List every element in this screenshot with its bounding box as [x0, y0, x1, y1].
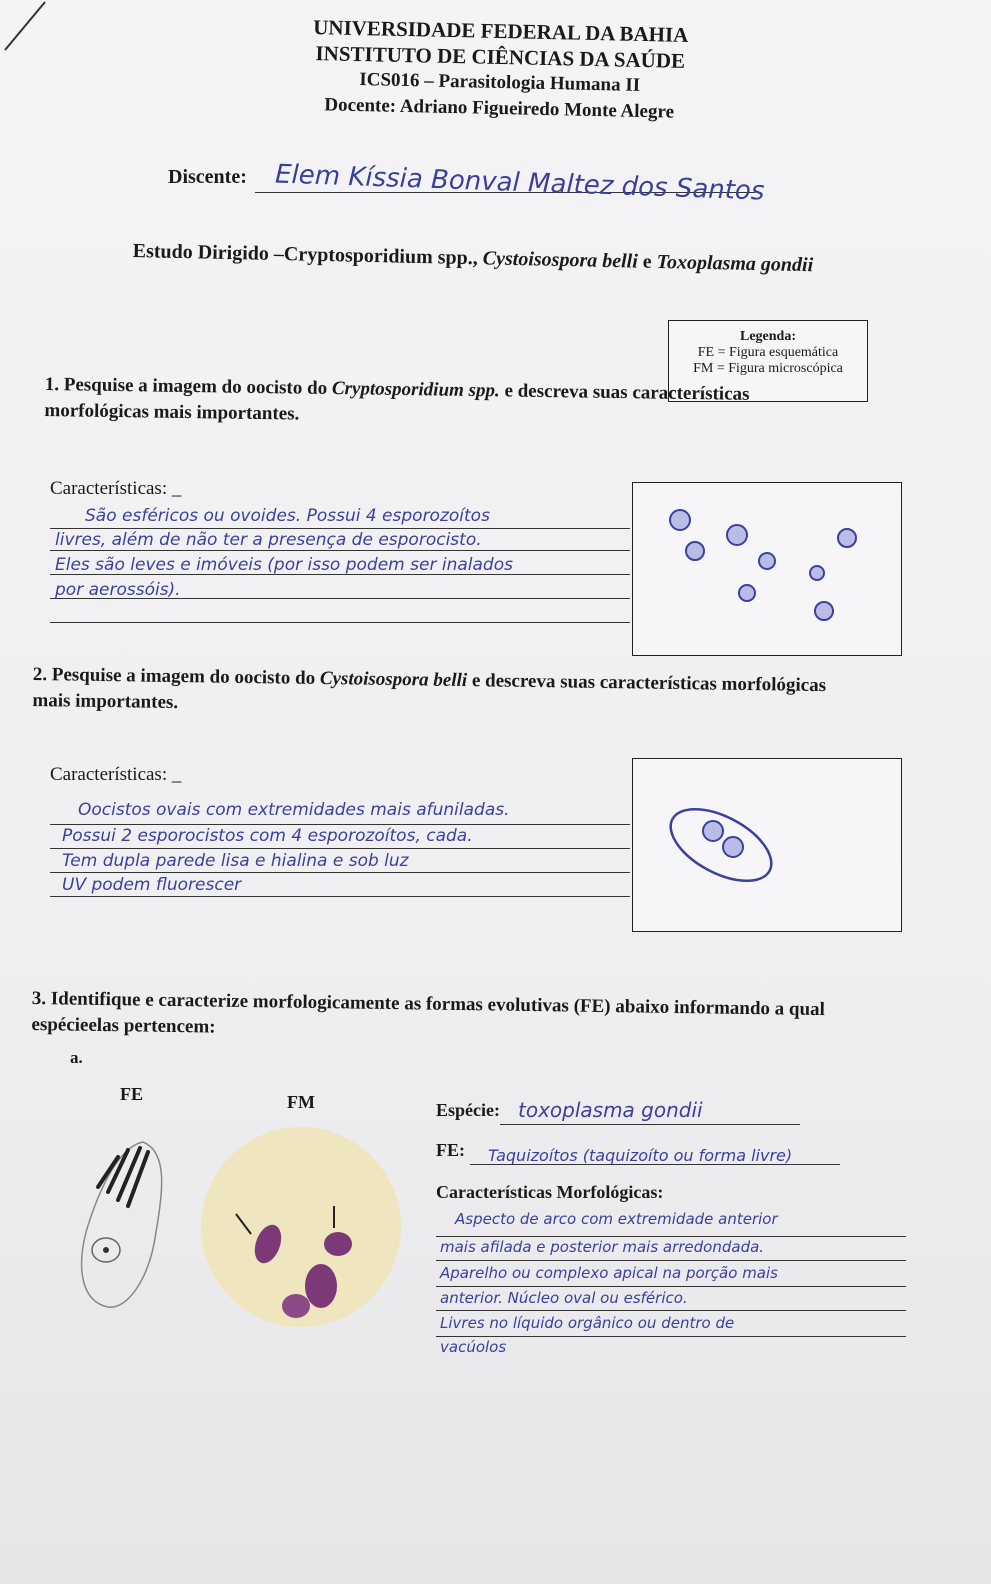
q2-characteristics-label: Características: _: [50, 764, 182, 785]
species-answer: toxoplasma gondii: [518, 1098, 703, 1122]
q2-answer-line-4: UV podem fluorescer: [62, 875, 242, 895]
teacher-name: Docente: Adriano Figueiredo Monte Alegre: [324, 94, 675, 123]
item-a-label: a.: [70, 1048, 83, 1067]
course-name: ICS016 – Parasitologia Humana II: [359, 69, 641, 96]
header-block: [179, 11, 821, 128]
q1-answer-line-4: por aerossóis).: [55, 580, 181, 600]
fe-column-label: FE: [120, 1084, 144, 1104]
q2-answer-line-3: Tem dupla parede lisa e hialina e sob luz: [62, 851, 409, 871]
tachyzoite-schematic-image: [68, 1132, 178, 1317]
species-label: Espécie:: [436, 1100, 500, 1120]
morph-answer-line-1: Aspecto de arco com extremidade anterior: [455, 1210, 778, 1228]
legend-title: Legenda:: [740, 329, 796, 344]
q1-drawing-box: [632, 482, 902, 656]
fe-label: FE:: [436, 1140, 465, 1160]
university-name: UNIVERSIDADE FEDERAL DA BAHIA: [313, 15, 689, 47]
legend-item-fe: FE = Figura esquemática: [697, 345, 839, 360]
legend-item-fm: FM = Figura microscópica: [693, 361, 843, 376]
fe-answer: Taquizoítos (taquizoíto ou forma livre): [488, 1146, 793, 1165]
question-1: 1. Pesquise a imagem do oocisto do Cryptosporidium spp. e descreva suas características morfológicas mais importantes.: [44, 373, 750, 425]
question-2: 2. Pesquise a imagem do oocisto do Cystoisospora belli e descreva suas características morfológicas mais importantes.: [32, 663, 827, 714]
pen-mark-icon: [0, 0, 60, 60]
institute-name: INSTITUTO DE CIÊNCIAS DA SAÚDE: [315, 41, 686, 73]
cryptosporidium-oocysts-drawing: [633, 483, 901, 655]
tachyzoite-microscopic-image: [196, 1126, 406, 1328]
question-3: 3. Identifique e caracterize morfologicamente as formas evolutivas (FE) abaixo informando a qual espécieelas pertencem:: [31, 987, 826, 1038]
q2-answer-line-1: Oocistos ovais com extremidades mais afuniladas.: [78, 800, 510, 820]
morph-answer-line-6: vacúolos: [440, 1338, 507, 1356]
morphological-characteristics-label: Características Morfológicas:: [436, 1182, 664, 1202]
student-name: Elem Kíssia Bonval Maltez dos Santos: [274, 159, 765, 207]
morph-answer-line-4: anterior. Núcleo oval ou esférico.: [440, 1289, 688, 1307]
fm-column-label: FM: [287, 1092, 315, 1112]
q2-answer-line-2: Possui 2 esporocistos com 4 esporozoítos, cada.: [62, 826, 473, 846]
morph-answer-line-5: Livres no líquido orgânico ou dentro de: [440, 1314, 735, 1332]
morph-answer-line-3: Aparelho ou complexo apical na porção mais: [440, 1264, 778, 1282]
cystoisospora-oocyst-drawing: [633, 759, 901, 931]
q1-characteristics-label: Características: _: [50, 478, 182, 499]
q2-drawing-box: [632, 758, 902, 932]
student-label: Discente:: [168, 166, 247, 188]
worksheet-title: Estudo Dirigido –Cryptosporidium spp., Cystoisospora belli e Toxoplasma gondii: [132, 240, 814, 277]
morph-answer-line-2: mais afilada e posterior mais arredondada.: [440, 1238, 765, 1256]
q1-answer-line-2: livres, além de não ter a presença de esporocisto.: [55, 530, 482, 550]
q1-answer-line-1: São esféricos ou ovoides. Possui 4 esporozoítos: [85, 506, 490, 526]
q1-answer-line-3: Eles são leves e imóveis (por isso podem ser inalados: [55, 555, 513, 575]
